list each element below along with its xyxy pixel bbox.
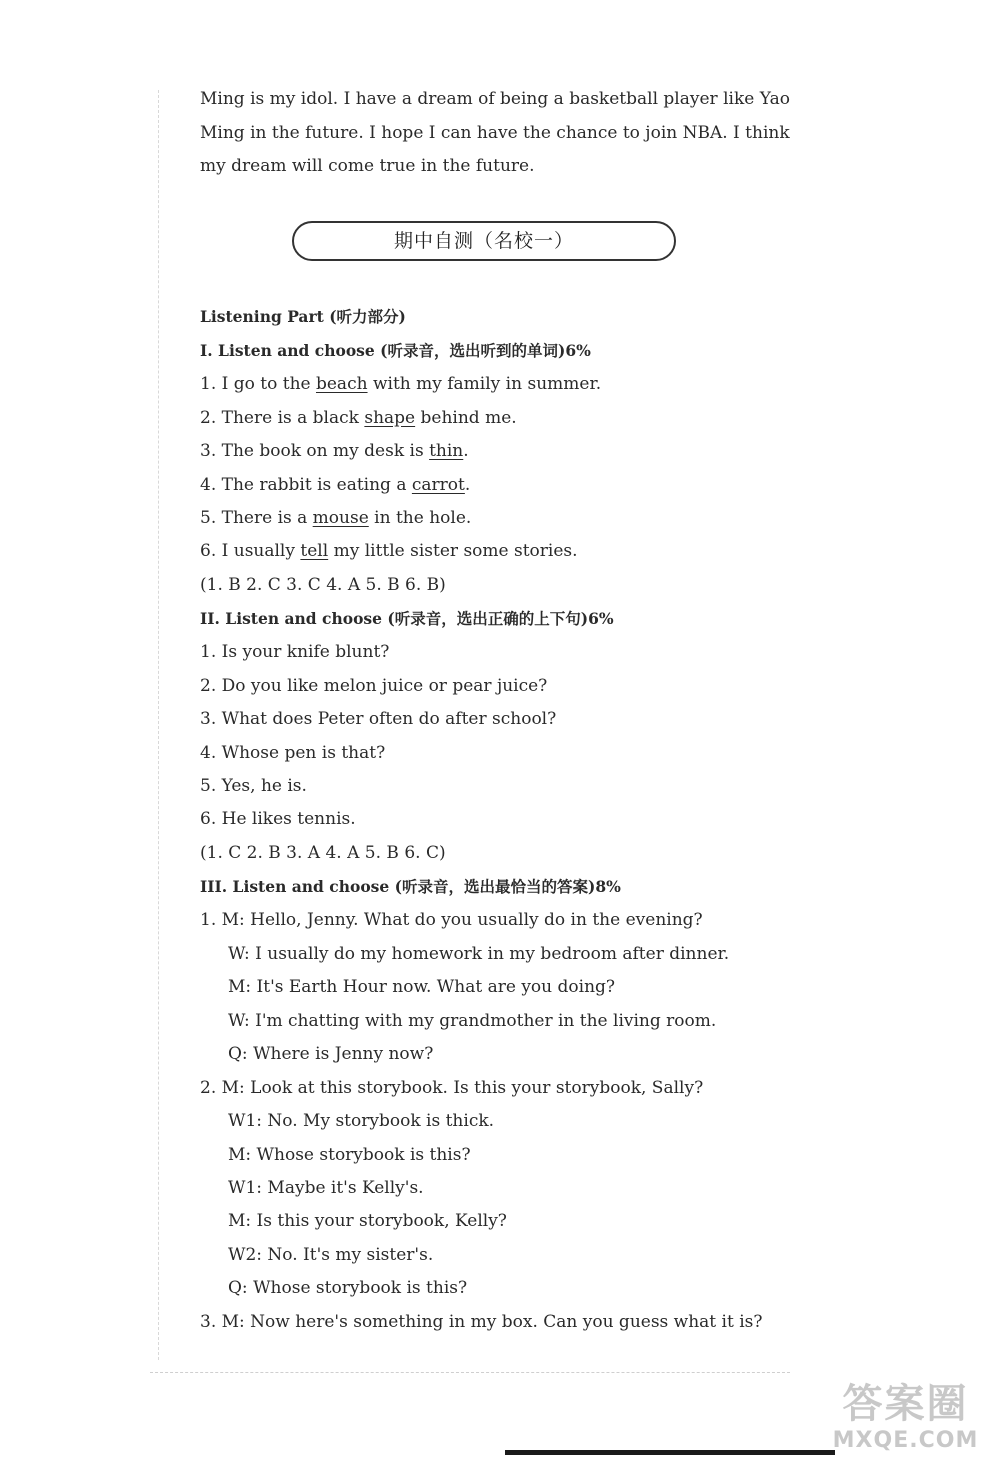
section-heading: I. Listen and choose (听录音，选出听到的单词)6% bbox=[200, 341, 591, 360]
underlined-word: carrot bbox=[411, 475, 465, 495]
dialogue-line: M: It's Earth Hour now. What are you doing? bbox=[228, 977, 616, 997]
intro-line: my dream will come true in the future. bbox=[200, 156, 535, 176]
dialogue-line: 1. M: Hello, Jenny. What do you usually do in the evening? bbox=[200, 910, 703, 930]
dialogue-line: W: I'm chatting with my grandmother in the living room. bbox=[228, 1011, 717, 1031]
dialogue-line: 3. M: Now here's something in my box. Can you guess what it is? bbox=[200, 1312, 763, 1332]
question-item: 3. What does Peter often do after school? bbox=[200, 709, 557, 729]
question-item: 1. Is your knife blunt? bbox=[200, 642, 390, 662]
question-item: 6. He likes tennis. bbox=[200, 809, 356, 829]
question-item: 2. Do you like melon juice or pear juice? bbox=[200, 676, 548, 696]
dialogue-line: W1: No. My storybook is thick. bbox=[228, 1111, 495, 1131]
dialogue-line: 2. M: Look at this storybook. Is this your storybook, Sally? bbox=[200, 1078, 704, 1098]
underlined-word: shape bbox=[364, 408, 416, 428]
underlined-word: mouse bbox=[312, 508, 369, 528]
watermark-url: MXQE.COM bbox=[832, 1428, 979, 1453]
question-item: 1. I go to the beach with my family in summer. bbox=[200, 374, 602, 394]
underlined-word: tell bbox=[300, 541, 329, 561]
footer-rule bbox=[150, 1372, 790, 1373]
watermark-logo bbox=[818, 1380, 993, 1468]
listening-part-heading: Listening Part (听力部分) bbox=[200, 307, 406, 326]
answer-key: (1. B 2. C 3. C 4. A 5. B 6. B) bbox=[200, 575, 446, 595]
section-heading: II. Listen and choose (听录音，选出正确的上下句)6% bbox=[200, 609, 614, 628]
dialogue-line: Q: Whose storybook is this? bbox=[228, 1278, 468, 1298]
intro-line: Ming in the future. I hope I can have the chance to join NBA. I think bbox=[200, 123, 790, 143]
answer-key: (1. C 2. B 3. A 4. A 5. B 6. C) bbox=[200, 843, 446, 863]
question-item: 4. Whose pen is that? bbox=[200, 743, 386, 763]
question-item: 6. I usually tell my little sister some stories. bbox=[200, 541, 578, 561]
dialogue-line: M: Whose storybook is this? bbox=[228, 1145, 471, 1165]
question-item: 3. The book on my desk is thin. bbox=[200, 441, 469, 461]
section-banner: 期中自测（名校一） bbox=[292, 221, 676, 261]
dialogue-line: M: Is this your storybook, Kelly? bbox=[228, 1211, 507, 1231]
section-heading: III. Listen and choose (听录音，选出最恰当的答案)8% bbox=[200, 877, 621, 896]
dialogue-line: W: I usually do my homework in my bedroom after dinner. bbox=[228, 944, 730, 964]
watermark-text: 答案圈 bbox=[842, 1381, 969, 1427]
dialogue-line: Q: Where is Jenny now? bbox=[228, 1044, 434, 1064]
underlined-word: beach bbox=[315, 374, 368, 394]
dialogue-line: W2: No. It's my sister's. bbox=[228, 1245, 434, 1265]
question-item: 4. The rabbit is eating a carrot. bbox=[200, 475, 471, 495]
question-item: 2. There is a black shape behind me. bbox=[200, 408, 517, 428]
dialogue-line: W1: Maybe it's Kelly's. bbox=[228, 1178, 424, 1198]
bottom-bar bbox=[505, 1450, 835, 1455]
question-item: 5. There is a mouse in the hole. bbox=[200, 508, 472, 528]
intro-line: Ming is my idol. I have a dream of being a basketball player like Yao bbox=[200, 89, 790, 109]
underlined-word: thin bbox=[429, 441, 464, 461]
margin-rule bbox=[158, 90, 159, 1360]
question-item: 5. Yes, he is. bbox=[200, 776, 307, 796]
